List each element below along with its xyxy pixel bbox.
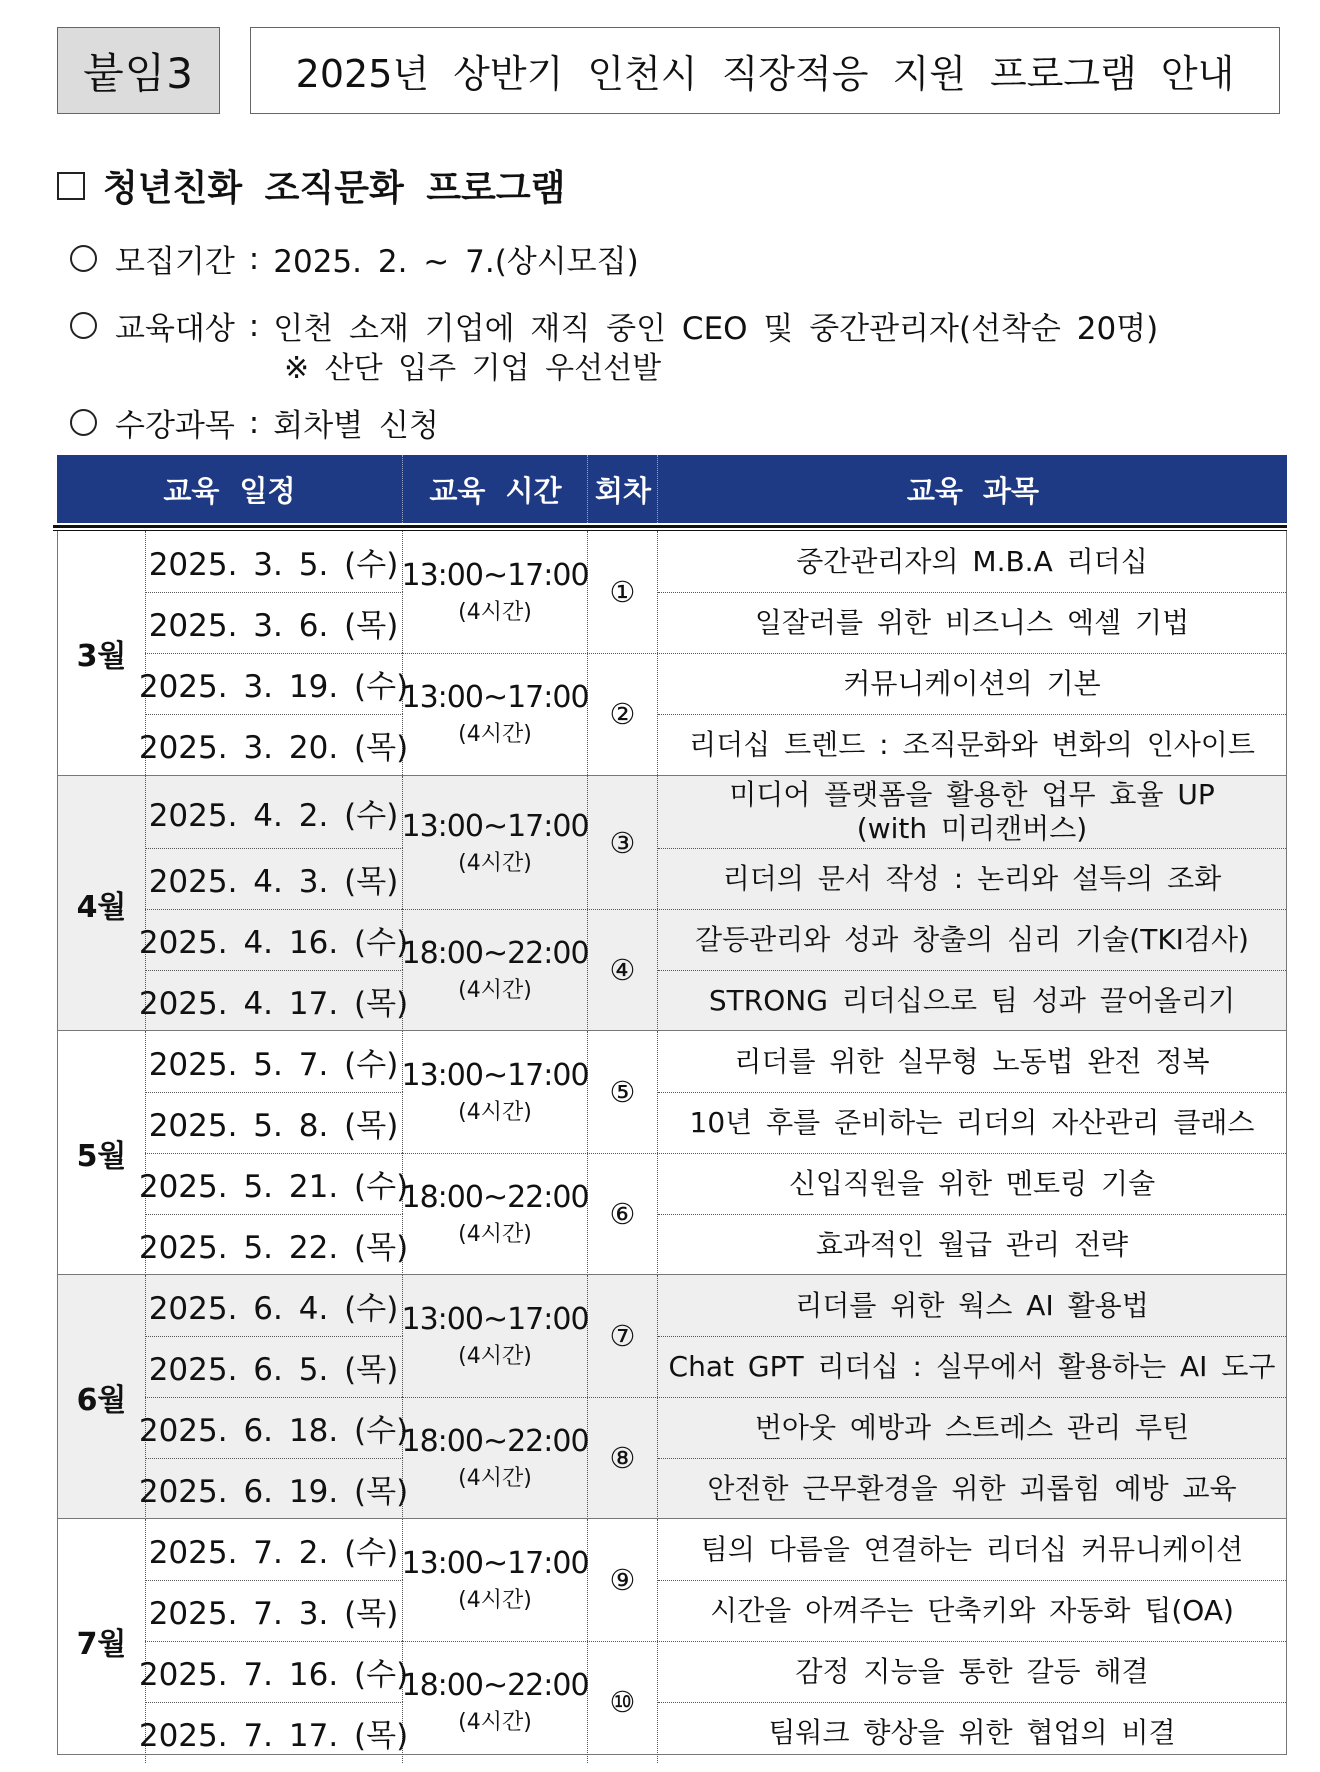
course-title bbox=[658, 1275, 1286, 1336]
info-item-courses bbox=[70, 400, 439, 445]
session-time bbox=[403, 909, 588, 1031]
course-title bbox=[658, 1519, 1286, 1580]
course-title-text: 시간을 아껴주는 단축키와 자동화 팁(OA) bbox=[710, 1593, 1234, 1627]
session-date: 2025. 3. 20. (목) bbox=[145, 714, 403, 775]
session-date: 2025. 5. 8. (목) bbox=[145, 1092, 403, 1153]
circle-bullet-icon bbox=[70, 245, 97, 272]
session-number: ⑦ bbox=[588, 1275, 658, 1397]
time-range: 18:00~22:00 bbox=[401, 936, 589, 971]
session-number: ⑨ bbox=[588, 1519, 658, 1641]
month-label: 6월 bbox=[58, 1275, 146, 1519]
course-title-text: 리더의 문서 작성 : 논리와 설득의 조화 bbox=[722, 861, 1222, 895]
month-label: 5월 bbox=[58, 1031, 146, 1275]
document-title: 2025년 상반기 인천시 직장적응 지원 프로그램 안내 bbox=[250, 27, 1280, 114]
course-title-text: 번아웃 예방과 스트레스 관리 루틴 bbox=[754, 1410, 1190, 1444]
month-label: 3월 bbox=[58, 531, 146, 775]
month-label: 4월 bbox=[58, 776, 146, 1031]
course-title bbox=[658, 1580, 1286, 1641]
course-title bbox=[658, 1336, 1286, 1397]
time-range: 13:00~17:00 bbox=[401, 1058, 589, 1093]
session-date: 2025. 6. 4. (수) bbox=[145, 1275, 403, 1336]
time-duration: (4시간) bbox=[458, 1100, 532, 1125]
session-date: 2025. 4. 17. (목) bbox=[145, 970, 403, 1031]
session-date: 2025. 5. 21. (수) bbox=[145, 1153, 403, 1214]
table-header bbox=[57, 455, 1287, 523]
time-range: 13:00~17:00 bbox=[401, 680, 589, 715]
course-title bbox=[658, 909, 1286, 970]
session-time bbox=[403, 776, 588, 909]
header-course: 교육 과목 bbox=[657, 455, 1288, 523]
course-title bbox=[658, 1214, 1286, 1275]
course-title-text: STRONG 리더십으로 팀 성과 끌어올리기 bbox=[708, 983, 1236, 1017]
month-label: 7월 bbox=[58, 1519, 146, 1763]
course-title bbox=[658, 1153, 1286, 1214]
time-duration: (4시간) bbox=[458, 1588, 532, 1613]
course-title bbox=[658, 1031, 1286, 1092]
session-date: 2025. 5. 22. (목) bbox=[145, 1214, 403, 1275]
session-date: 2025. 4. 3. (목) bbox=[145, 848, 403, 909]
time-duration: (4시간) bbox=[458, 1222, 532, 1247]
header-schedule: 교육 일정 bbox=[163, 473, 296, 508]
time-duration: (4시간) bbox=[458, 1710, 532, 1735]
attachment-tag: 붙임3 bbox=[57, 27, 220, 114]
info-value: 회차별 신청 bbox=[273, 408, 439, 444]
course-title bbox=[658, 1702, 1286, 1763]
session-time bbox=[403, 1519, 588, 1641]
info-colon: : bbox=[248, 240, 260, 277]
session-date: 2025. 7. 16. (수) bbox=[145, 1641, 403, 1702]
time-range: 18:00~22:00 bbox=[401, 1180, 589, 1215]
course-title bbox=[658, 592, 1286, 653]
info-note: ※ 산단 입주 기업 우선선발 bbox=[284, 351, 662, 386]
header-rule bbox=[53, 525, 1287, 528]
info-label: 교육대상 bbox=[115, 311, 235, 347]
session-date: 2025. 6. 5. (목) bbox=[145, 1336, 403, 1397]
info-item-target bbox=[70, 303, 1158, 348]
session-time bbox=[403, 1275, 588, 1397]
time-duration: (4시간) bbox=[458, 1344, 532, 1369]
month-block bbox=[58, 531, 1286, 775]
session-date: 2025. 7. 3. (목) bbox=[145, 1580, 403, 1641]
course-title bbox=[658, 970, 1286, 1031]
course-title-text: 안전한 근무환경을 위한 괴롭힘 예방 교육 bbox=[707, 1471, 1237, 1505]
month-block bbox=[58, 775, 1286, 1030]
course-title-text: 신입직원을 위한 멘토링 기술 bbox=[788, 1166, 1156, 1200]
info-label: 수강과목 bbox=[115, 408, 235, 444]
course-title-text: 팀의 다름을 연결하는 리더십 커뮤니케이션 bbox=[700, 1532, 1244, 1566]
session-time bbox=[403, 1153, 588, 1275]
square-bullet-icon bbox=[57, 172, 85, 200]
time-duration: (4시간) bbox=[458, 978, 532, 1003]
month-block bbox=[58, 1274, 1286, 1518]
course-title bbox=[658, 776, 1286, 848]
section-title: 청년친화 조직문화 프로그램 bbox=[103, 168, 566, 209]
course-title bbox=[658, 714, 1286, 775]
course-title bbox=[658, 848, 1286, 909]
session-number: ⑥ bbox=[588, 1153, 658, 1275]
session-time bbox=[403, 1641, 588, 1763]
time-range: 18:00~22:00 bbox=[401, 1668, 589, 1703]
session-number: ⑤ bbox=[588, 1031, 658, 1153]
course-title-text: 일잘러를 위한 비즈니스 엑셀 기법 bbox=[754, 605, 1190, 639]
course-title-text: 갈등관리와 성과 창출의 심리 기술(TKI검사) bbox=[695, 922, 1249, 956]
circle-bullet-icon bbox=[70, 409, 97, 436]
session-date: 2025. 3. 19. (수) bbox=[145, 653, 403, 714]
info-colon: : bbox=[248, 307, 260, 344]
session-date: 2025. 6. 19. (목) bbox=[145, 1458, 403, 1519]
course-title-text: 리더십 트렌드 : 조직문화와 변화의 인사이트 bbox=[689, 727, 1255, 761]
time-range: 13:00~17:00 bbox=[401, 1302, 589, 1337]
time-duration: (4시간) bbox=[458, 1466, 532, 1491]
info-value: 인천 소재 기업에 재직 중인 CEO 및 중간관리자(선착순 20명) bbox=[273, 311, 1159, 347]
month-block bbox=[58, 1030, 1286, 1274]
course-title-text: 팀워크 향상을 위한 협업의 비결 bbox=[768, 1715, 1176, 1749]
circle-bullet-icon bbox=[70, 312, 97, 339]
session-date: 2025. 5. 7. (수) bbox=[145, 1031, 403, 1092]
session-time bbox=[403, 531, 588, 653]
course-title-text: 감정 지능을 통한 갈등 해결 bbox=[795, 1654, 1149, 1688]
session-number: ③ bbox=[588, 776, 658, 909]
session-number: ⑧ bbox=[588, 1397, 658, 1519]
course-title-text: 리더를 위한 웍스 AI 활용법 bbox=[795, 1288, 1149, 1322]
session-date: 2025. 7. 2. (수) bbox=[145, 1519, 403, 1580]
header-time: 교육 시간 bbox=[402, 455, 588, 523]
course-subtitle-text: (with 미리캔버스) bbox=[856, 812, 1088, 845]
table-body bbox=[57, 531, 1287, 1755]
course-title-text: 효과적인 월급 관리 전략 bbox=[815, 1227, 1129, 1261]
month-block bbox=[58, 1518, 1286, 1762]
session-date: 2025. 6. 18. (수) bbox=[145, 1397, 403, 1458]
course-title bbox=[658, 653, 1286, 714]
time-range: 18:00~22:00 bbox=[401, 1424, 589, 1459]
course-title-text: 리더를 위한 실무형 노동법 완전 정복 bbox=[734, 1044, 1210, 1078]
info-value: 2025. 2. ~ 7.(상시모집) bbox=[273, 244, 639, 280]
time-duration: (4시간) bbox=[458, 850, 532, 876]
time-duration: (4시간) bbox=[458, 722, 532, 747]
session-date: 2025. 7. 17. (목) bbox=[145, 1702, 403, 1763]
header-session: 회차 bbox=[587, 455, 658, 523]
course-title-text: 중간관리자의 M.B.A 리더십 bbox=[796, 544, 1148, 578]
session-number: ① bbox=[588, 531, 658, 653]
info-label: 모집기간 bbox=[115, 244, 235, 280]
course-title bbox=[658, 1092, 1286, 1153]
session-date: 2025. 3. 6. (목) bbox=[145, 592, 403, 653]
course-title-text: 10년 후를 준비하는 리더의 자산관리 클래스 bbox=[689, 1105, 1255, 1139]
session-number: ⑩ bbox=[588, 1641, 658, 1763]
time-range: 13:00~17:00 bbox=[401, 808, 589, 844]
session-number: ④ bbox=[588, 909, 658, 1031]
time-duration: (4시간) bbox=[458, 600, 532, 625]
session-date: 2025. 3. 5. (수) bbox=[145, 531, 403, 592]
time-range: 13:00~17:00 bbox=[401, 558, 589, 593]
course-title bbox=[658, 1458, 1286, 1519]
session-time bbox=[403, 653, 588, 775]
course-title-text: Chat GPT 리더십 : 실무에서 활용하는 AI 도구 bbox=[668, 1349, 1276, 1383]
session-time bbox=[403, 1397, 588, 1519]
course-title bbox=[658, 531, 1286, 592]
time-range: 13:00~17:00 bbox=[401, 1546, 589, 1581]
info-colon: : bbox=[248, 404, 260, 441]
session-date: 2025. 4. 16. (수) bbox=[145, 909, 403, 970]
course-title-text: 미디어 플랫폼을 활용한 업무 효율 UP bbox=[729, 778, 1215, 811]
session-number: ② bbox=[588, 653, 658, 775]
session-time bbox=[403, 1031, 588, 1153]
course-title bbox=[658, 1641, 1286, 1702]
info-item-recruit-period bbox=[70, 236, 639, 281]
section-heading bbox=[57, 160, 565, 211]
session-date: 2025. 4. 2. (수) bbox=[145, 776, 403, 848]
course-title bbox=[658, 1397, 1286, 1458]
course-title-text: 커뮤니케이션의 기본 bbox=[843, 666, 1101, 700]
